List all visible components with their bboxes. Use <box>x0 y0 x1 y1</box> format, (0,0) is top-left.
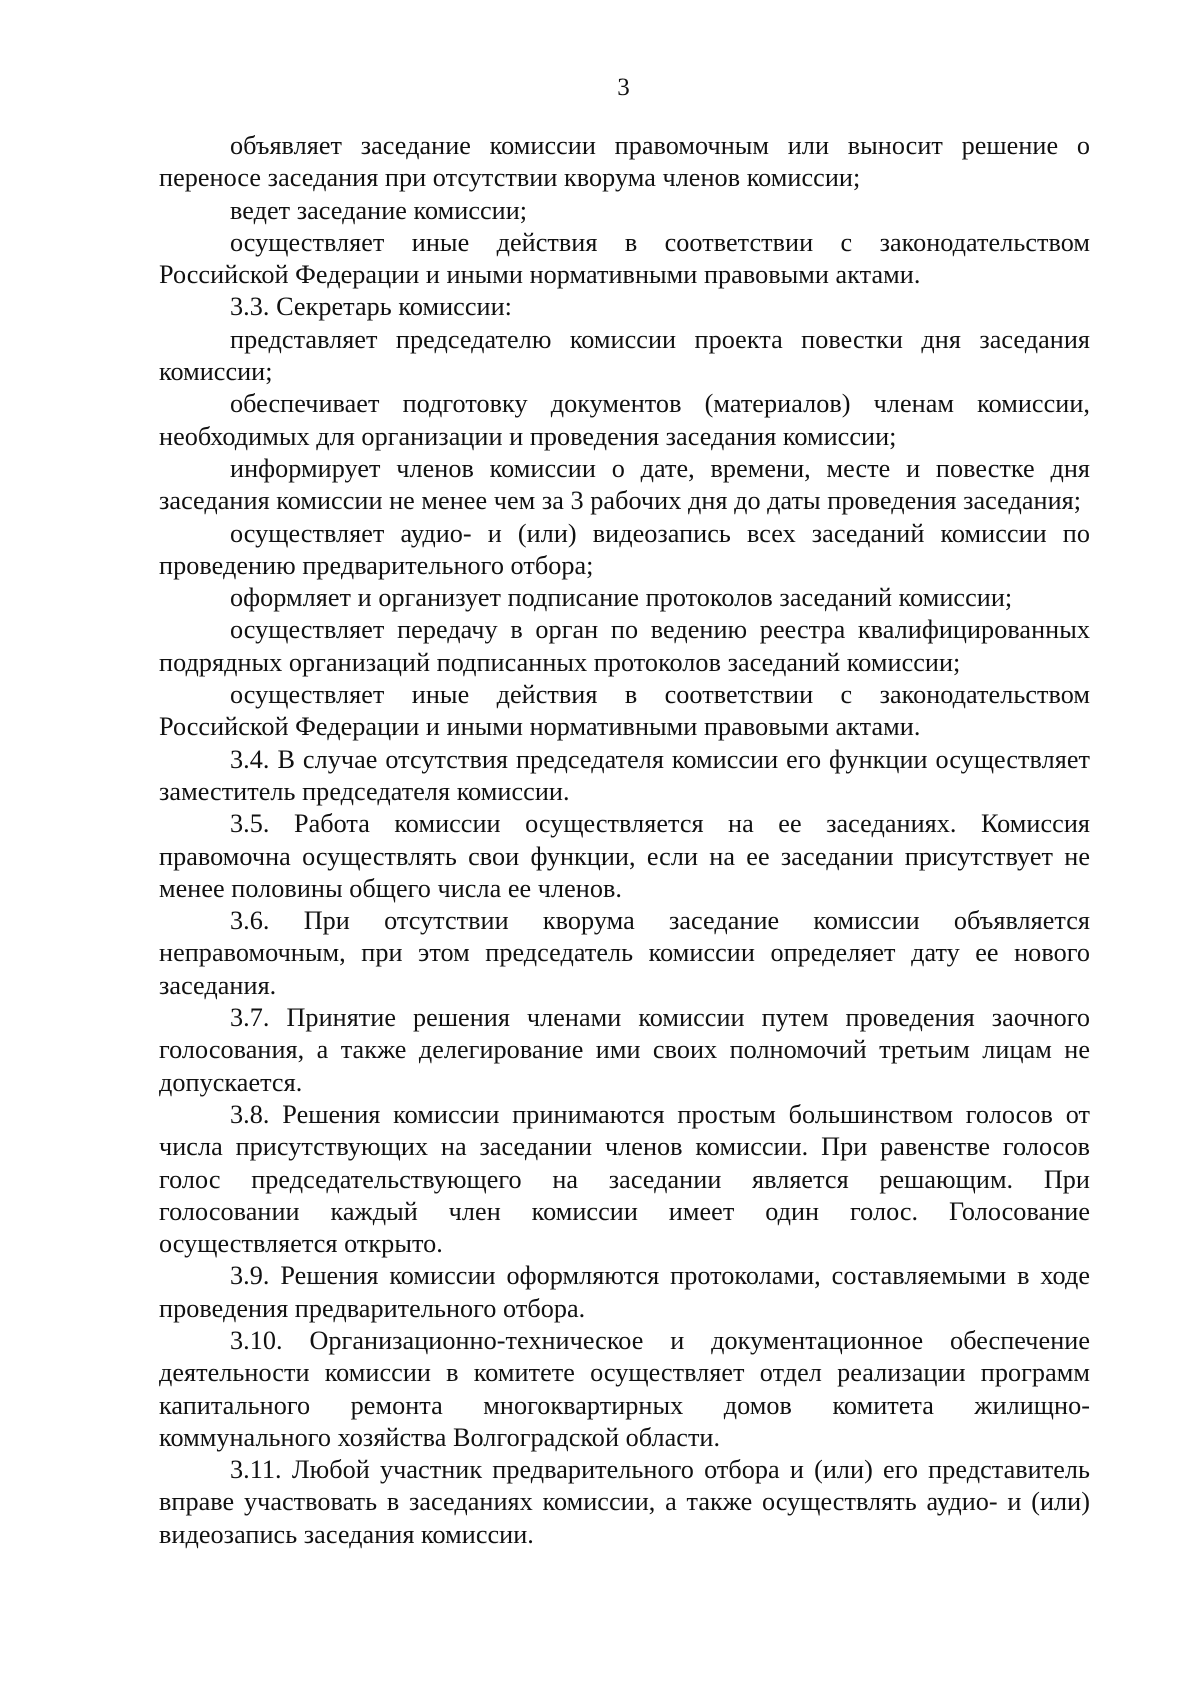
paragraph: объявляет заседание комиссии правомочным или выносит решение о переносе заседания при отсутствии кворума членов комиссии; <box>159 131 1090 193</box>
document-body <box>159 130 1090 1551</box>
clause-3-5: 3.5. Работа комиссии осуществляется на ее заседаниях. Комиссия правомочна осуществлять свои функции, если на ее заседании присутствует не менее половины общего числа ее членов. <box>159 809 1090 903</box>
paragraph: представляет председателю комиссии проекта повестки дня заседания комиссии; <box>159 324 1090 387</box>
clause-3-10: 3.10. Организационно-техническое и документационное обеспечение деятельности комиссии в комитете осуществляет отдел реализации программ капитального ремонта многоквартирных домов комитета жилищно-коммунального хозяйства Волгоградской области. <box>159 1325 1090 1452</box>
paragraph: ведет заседание комиссии; <box>230 195 528 225</box>
clause-3-4: 3.4. В случае отсутствия председателя комиссии его функции осуществляет заместитель председателя комиссии. <box>159 744 1090 806</box>
clause-3-7: 3.7. Принятие решения членами комиссии путем проведения заочного голосования, а также делегирование ими своих полномочий третьим лицам не допускается. <box>159 1003 1090 1097</box>
paragraph: оформляет и организует подписание протоколов заседаний комиссии; <box>230 583 1013 613</box>
section-heading: 3.3. Секретарь комиссии: <box>230 292 512 322</box>
paragraph: осуществляет иные действия в соответствии с законодательством Российской Федерации и иными нормативными правовыми актами. <box>159 680 1090 742</box>
page-number: 3 <box>617 74 630 101</box>
clause-3-11: 3.11. Любой участник предварительного отбора и (или) его представитель вправе участвовать в заседаниях комиссии, а также осуществлять аудио- и (или) видеозапись заседания комиссии. <box>159 1455 1090 1549</box>
clause-3-6: 3.6. При отсутствии кворума заседание комиссии объявляется неправомочным, при этом председатель комиссии определяет дату ее нового заседания. <box>159 906 1090 1000</box>
clause-3-9: 3.9. Решения комиссии оформляются протоколами, составляемыми в ходе проведения предварительного отбора. <box>159 1261 1090 1323</box>
paragraph: осуществляет аудио- и (или) видеозапись всех заседаний комиссии по проведению предварительного отбора; <box>159 518 1090 580</box>
paragraph: осуществляет иные действия в соответствии с законодательством Российской Федерации и иными нормативными правовыми актами. <box>159 227 1090 290</box>
paragraph: обеспечивает подготовку документов (материалов) членам комиссии, необходимых для организации и проведения заседания комиссии; <box>159 389 1090 451</box>
clause-3-8: 3.8. Решения комиссии принимаются простым большинством голосов от числа присутствующих на заседании членов комиссии. При равенстве голосов голос председательствующего на заседании является решающим. При голосовании каждый член комиссии имеет один голос. Голосование осуществляется открыто. <box>159 1099 1090 1259</box>
paragraph: осуществляет передачу в орган по ведению реестра квалифицированных подрядных организаций подписанных протоколов заседаний комиссии; <box>159 615 1090 677</box>
paragraph: информирует членов комиссии о дате, времени, месте и повестке дня заседания комиссии не менее чем за 3 рабочих дня до даты проведения заседания; <box>159 453 1090 516</box>
